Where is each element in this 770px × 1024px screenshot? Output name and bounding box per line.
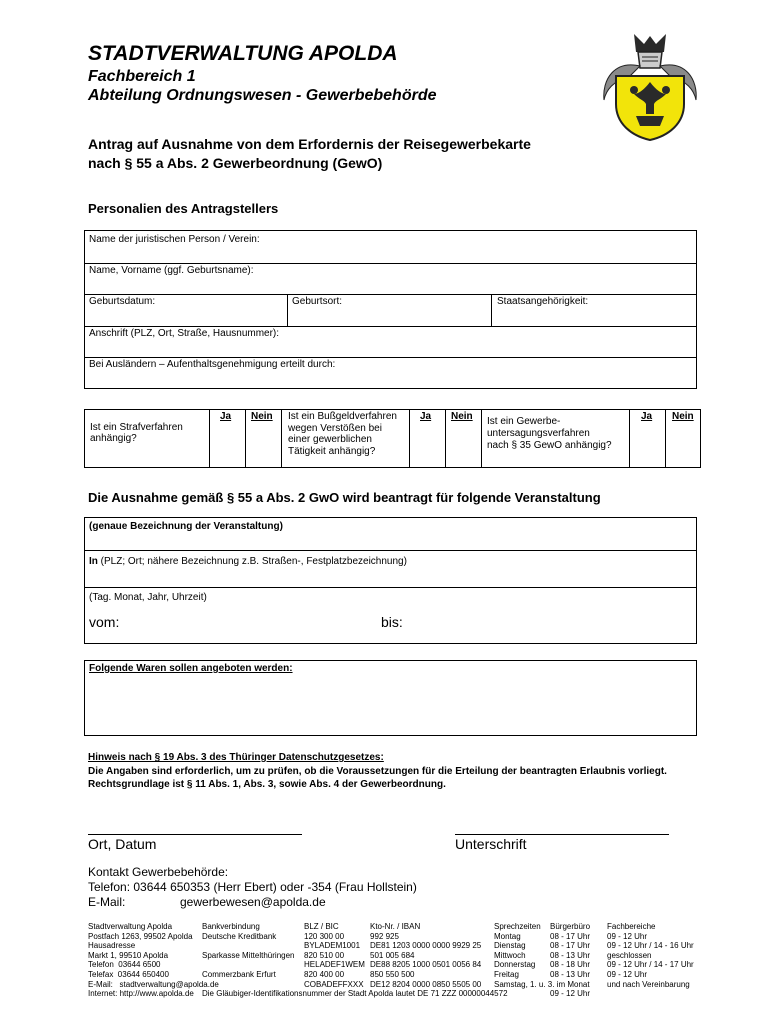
birthdate-field[interactable]: Geburtsdatum: [89,296,156,307]
no-checkbox[interactable]: Nein [451,411,473,422]
event-designation-field[interactable]: (genaue Bezeichnung der Veranstaltung) [89,521,283,532]
footer-iban: Kto-Nr. / IBAN 992 925 DE81 1203 0000 0000 9929 25 501 005 684 DE88 8205 1000 0501 0056 84 850 550 500 DE12 8204 0000 0850 5505 00 [370,922,482,989]
question-text: nach § 35 GewO anhängig? [487,440,612,451]
coat-of-arms-logo [594,30,706,142]
contact-label: Kontakt Gewerbebehörde: [88,865,229,879]
footer-creditor-id: Die Gläubiger-Identifikationsnummer der Stadt Apolda lautet DE 71 ZZZ 00000044572 [202,989,508,998]
no-checkbox[interactable]: Nein [251,411,273,422]
event-location-field[interactable] [89,556,407,567]
question-text: Tätigkeit anhängig? [288,445,376,457]
contact-email-link[interactable]: gewerbewesen@apolda.de [180,895,326,909]
location-prefix: In [89,556,98,567]
footer-address: Stadtverwaltung Apolda Postfach 1263, 99502 Apolda Hausadresse Markt 1, 99510 Apolda Telefon 03644 6500 Telefax 03644 650400 E-Mail: stadtverwaltung@apolda.de Internet: http://www.apolda.de [88,922,219,999]
question-text: Ist ein Bußgeldverfahren [288,411,397,422]
form-title-line2: nach § 55 a Abs. 2 Gewerbeordnung (GewO) [88,155,383,171]
goods-label: Folgende Waren sollen angeboten werden: [89,663,293,674]
question-text: untersagungsverfahren [487,428,590,439]
question-text: einer gewerblichen [288,434,372,445]
question-text: wegen Verstößen bei [288,422,382,434]
office-title: Abteilung Ordnungswesen - Gewerbebehörde [88,87,437,104]
footer-citizen-office-hours: Bürgerbüro 08 - 17 Uhr 08 - 17 Uhr 08 - 13 Uhr 08 - 18 Uhr 08 - 13 Uhr 09 - 12 Uhr [550,922,591,999]
question-text: anhängig? [90,433,137,444]
question-text: Ist ein Gewerbe- [487,416,561,427]
event-date-label: (Tag. Monat, Jahr, Uhrzeit) [89,592,207,603]
footer-department-hours: Fachbereiche 09 - 12 Uhr 09 - 12 Uhr / 14 - 16 Uhr geschlossen 09 - 12 Uhr / 14 - 17 Uhr 09 - 12 Uhr und nach Vereinbarung [607,922,694,989]
criminal-proceedings-question [90,422,183,444]
footer-office-days: Sprechzeiten Montag Dienstag Mittwoch Donnerstag Freitag Samstag, 1. u. 3. im Monat [494,922,590,989]
nationality-field[interactable]: Staatsangehörigkeit: [497,296,589,307]
date-from-field[interactable]: vom: [89,614,120,630]
date-to-field[interactable]: bis: [381,614,403,630]
form-title-line1: Antrag auf Ausnahme von dem Erfordernis der Reisegewerbekarte [88,136,531,152]
legal-person-field[interactable]: Name der juristischen Person / Verein: [89,234,260,245]
signature-label: Unterschrift [455,836,527,852]
footer-blz: BLZ / BIC 120 300 00 BYLADEM1001 820 510 00 HELADEF1WEM 820 400 00 COBADEFFXXX [304,922,365,989]
trade-ban-question [487,416,612,452]
yes-checkbox[interactable]: Ja [220,411,232,422]
footer-banks: Bankverbindung Deutsche Kreditbank Sparkasse Mittelthüringen Commerzbank Erfurt [202,922,295,979]
fine-proceedings-question [288,411,397,457]
personal-heading: Personalien des Antragstellers [88,201,279,216]
contact-phone: Telefon: 03644 650353 (Herr Ebert) oder -354 (Frau Hollstein) [88,880,417,894]
privacy-notice-text: Die Angaben sind erforderlich, um zu prüfen, ob die Voraussetzungen für die Erteilung der beantragten Erlaubnis vorliegt. [88,766,667,777]
no-checkbox[interactable]: Nein [672,411,694,422]
residence-permit-field[interactable]: Bei Ausländern – Aufenthaltsgenehmigung erteilt durch: [89,359,336,370]
location-label: (PLZ; Ort; nähere Bezeichnung z.B. Straßen-, Festplatzbezeichnung) [97,556,407,567]
yes-checkbox[interactable]: Ja [420,411,432,422]
signature-line[interactable] [455,834,669,835]
birthplace-field[interactable]: Geburtsort: [292,296,343,307]
org-title: STADTVERWALTUNG APOLDA [88,42,398,65]
contact-email-label: E-Mail: [88,895,126,909]
privacy-notice-title: Hinweis nach § 19 Abs. 3 des Thüringer Datenschutzgesetzes: [88,752,384,763]
legal-basis-text: Rechtsgrundlage ist § 11 Abs. 1, Abs. 3, sowie Abs. 4 der Gewerbeordnung. [88,779,446,790]
name-field[interactable]: Name, Vorname (ggf. Geburtsname): [89,265,254,276]
department-title: Fachbereich 1 [88,68,196,85]
place-date-label: Ort, Datum [88,836,157,852]
event-heading: Die Ausnahme gemäß § 55 a Abs. 2 GwO wird beantragt für folgende Veranstaltung [88,490,601,505]
address-field[interactable]: Anschrift (PLZ, Ort, Straße, Hausnummer): [89,328,280,339]
yes-checkbox[interactable]: Ja [641,411,653,422]
place-date-line[interactable] [88,834,302,835]
question-text: Ist ein Strafverfahren [90,422,183,433]
